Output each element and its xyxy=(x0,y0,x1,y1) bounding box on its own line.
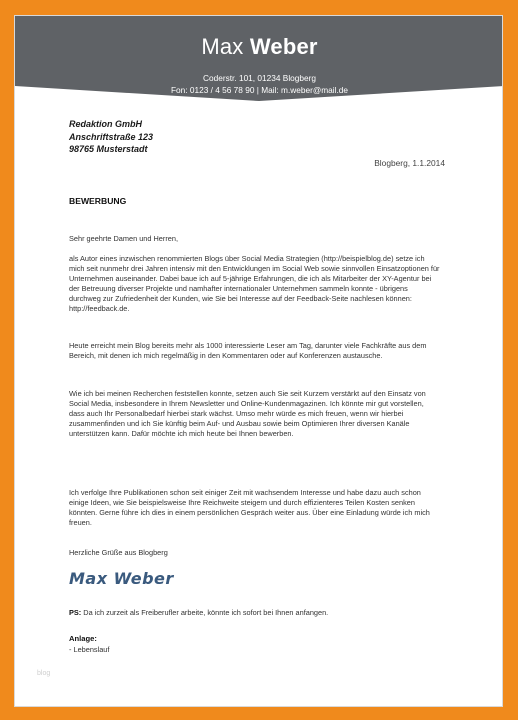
sender-contact: Fon: 0123 / 4 56 78 90 | Mail: m.weber@mail.de xyxy=(170,85,349,95)
recipient-city: 98765 Musterstadt xyxy=(69,144,148,154)
sender-first-name: Max xyxy=(201,34,244,59)
watermark: blog xyxy=(37,670,51,677)
letter-subject: BEWERBUNG xyxy=(69,196,127,206)
letter-date: Blogberg, 1.1.2014 xyxy=(374,158,445,168)
postscript-text: Da ich zurzeit als Freiberufler arbeite, könnte ich sofort bei Ihnen anfangen. xyxy=(81,608,329,617)
sender-name xyxy=(15,34,503,60)
letter-page xyxy=(14,15,503,707)
postscript xyxy=(69,608,328,617)
attachments-title: Anlage: xyxy=(69,634,97,643)
attachment-item: - Lebenslauf xyxy=(69,645,110,654)
recipient-street: Anschriftstraße 123 xyxy=(69,131,154,142)
body-paragraph: Ich verfolge Ihre Publikationen schon seit einiger Zeit mit wachsendem Interesse und habe dazu auch schon einige Ideen, wie Sie beispielsweise Ihre Reichweite steigern und durch effizienteres Teilen Kosten senken könnten. Gerne führe ich dies in einem persönlichen Gespräch weiter aus. Über eine Einladung würde ich mich freuen. xyxy=(69,488,430,528)
body-paragraph: als Autor eines inzwischen renommierten Blogs über Social Media Strategien (http://beispielblog.de) setze ich mich seit nunmehr drei Jahren intensiv mit den Entwicklungen im Social Web sowie sinnvollen Einsatzoptionen für Unternehmen auseinander. Dabei baue ich auf 5-jährige Erfahrungen, die ich als Mitarbeiter der XY-Agentur bei der Betreuung diverser Projekte und namhafter internationaler Unternehmen sammeln konnte - übrigens durchweg zur Zufriedenheit der Kunden, wie Sie bei Interesse auf der Feedback-Seite nachlesen können: http://feedback.de. xyxy=(69,254,440,314)
recipient-company: Redaktion GmbH xyxy=(69,119,143,129)
postscript-label: PS: xyxy=(69,608,82,617)
sender-last-name: Weber xyxy=(249,34,318,59)
handwritten-signature: Max Weber xyxy=(69,569,174,588)
recipient-block xyxy=(69,118,153,156)
salutation: Sehr geehrte Damen und Herren, xyxy=(69,234,178,243)
closing: Herzliche Grüße aus Blogberg xyxy=(69,548,168,557)
body-paragraph: Wie ich bei meinen Recherchen feststellen konnte, setzen auch Sie seit Kurzem verstärkt auf den Einsatz von Social Media, insbesondere in Ihrem Newsletter und Online-Kundenmagazinen. Ich könnte mir gut vorstellen, dass auch Ihr Personalbedarf hierbei stark wächst. Umso mehr würde es mich freuen, wenn wir hierbei zusammenfinden und ich Sie künftig beim Auf- und Ausbau sowie beim Optimieren Ihrer diversen Kanäle unterstützen kann. Dafür möchte ich mich heute bei Ihnen bewerben. xyxy=(69,389,426,439)
sender-address: Coderstr. 101, 01234 Blogberg xyxy=(202,73,316,83)
body-paragraph: Heute erreicht mein Blog bereits mehr als 1000 interessierte Leser am Tag, darunter viele Fachkräfte aus dem Bereich, mit denen ich mich regelmäßig in den Kommentaren oder auf Konferenzen austausche. xyxy=(69,341,427,361)
